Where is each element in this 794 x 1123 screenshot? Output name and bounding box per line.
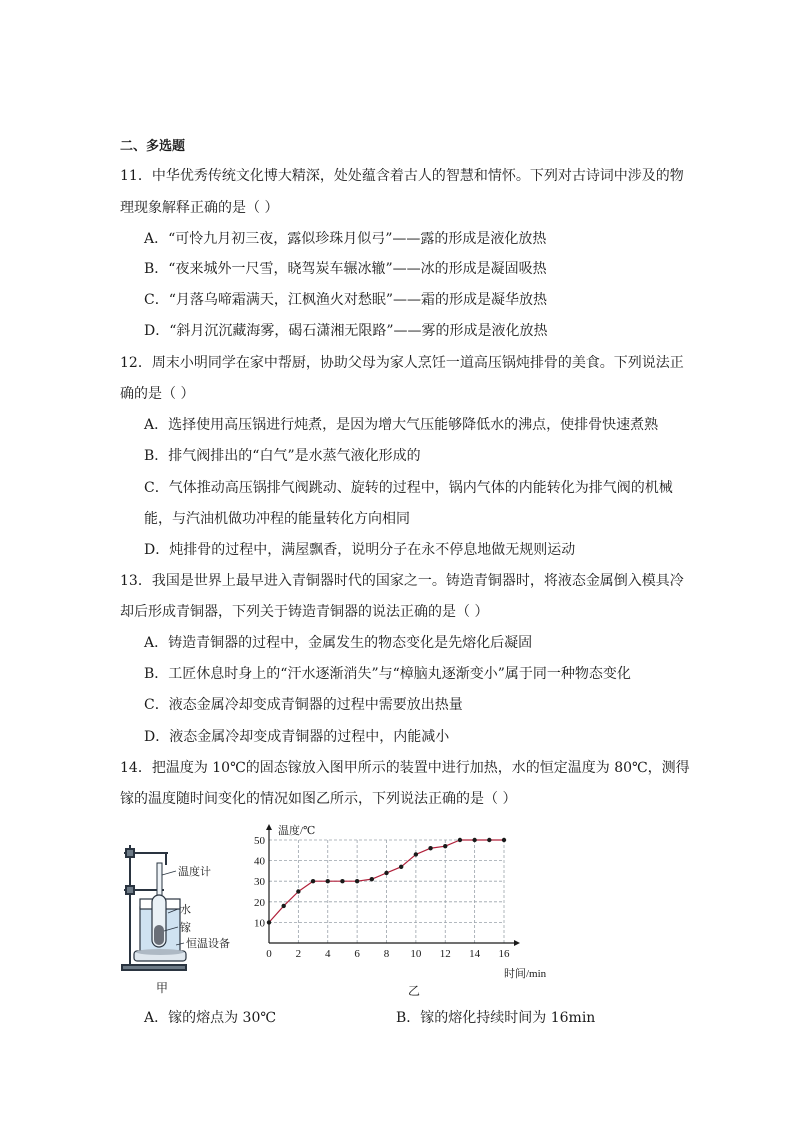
data-point [326,879,330,883]
x-tick-label: 10 [410,948,422,960]
y-tick-label: 20 [254,896,265,909]
y-axis-label: 温度/℃ [278,825,316,837]
x-tick-label: 0 [266,948,272,960]
x-axis-arrow-icon [514,940,520,946]
question-12-option-a: A．选择使用高压锅进行炖煮，是因为增大气压能够降低水的沸点，使排骨快速煮熟 [144,417,659,433]
thermometer-label: 温度计 [178,865,211,878]
question-12-stem-line-1: 12．周末小明同学在家中帮厨，协助父母为家人烹饪一道高压锅炖排骨的美食。下列说法正 [120,355,684,371]
x-tick-label: 4 [325,948,331,960]
question-12-option-b: B．排气阀排出的“白气”是水蒸气液化形成的 [144,448,421,464]
data-point [355,879,359,883]
question-11-option-a: A．“可怜九月初三夜，露似珍珠月似弓”——露的形成是液化放热 [144,231,547,247]
data-point [296,889,300,893]
data-point [399,865,403,869]
data-point [281,904,285,908]
question-14-stem-line-2: 镓的温度随时间变化的情况如图乙所示，下列说法正确的是（ ） [120,791,517,807]
y-tick-label: 50 [254,835,265,847]
x-tick-label: 14 [469,948,481,960]
question-12-option-c: C．气体推动高压锅排气阀跳动、旋转的过程中，锅内气体的内能转化为排气阀的机械 [144,480,673,496]
data-point [472,838,476,842]
question-11-option-c: C．“月落乌啼霜满天，江枫渔火对愁眠”——霜的形成是凝华放热 [144,292,548,308]
heater-icon [134,949,186,961]
question-11-stem-line-2: 理现象解释正确的是（ ） [120,200,279,216]
x-tick-label: 6 [354,948,360,960]
data-point [502,838,506,842]
question-12-stem-line-2: 确的是（ ） [120,386,195,402]
question-13-option-c: C．液态金属冷却变成青铜器的过程中需要放出热量 [144,697,463,713]
data-point [428,846,432,850]
data-point [414,852,418,856]
x-tick-label: 2 [295,948,302,960]
question-12-option-d: D．炖排骨的过程中，满屋飘香，说明分子在永不停息地做无规则运动 [144,542,576,558]
y-axis-arrow-icon [266,824,272,830]
chart-grid [269,840,504,943]
gallium-label: 镓 [180,921,191,934]
data-point [311,879,315,883]
water-label: 水 [180,903,191,916]
question-11-stem-line-1: 11．中华优秀传统文化博大精深，处处蕴含着古人的智慧和情怀。下列对古诗词中涉及的物 [120,168,684,184]
x-tick-label: 16 [498,948,510,960]
question-12-option-c-cont: 能，与汽油机做功冲程的能量转化方向相同 [144,511,410,527]
question-11-option-d: D．“斜月沉沉藏海雾，碣石潇湘无限路”——雾的形成是液化放热 [144,323,548,339]
question-14-option-a: A．镓的熔点为 30℃ [144,1010,277,1026]
data-point [487,838,491,842]
question-11-option-b: B．“夜来城外一尺雪，晓驾炭车辗冰辙”——冰的形成是凝固吸热 [144,261,547,277]
x-tick-label: 8 [383,948,390,960]
data-point [267,920,271,924]
temperature-time-chart [248,822,548,1000]
data-point [384,871,388,875]
data-point [458,838,462,842]
chart-axes [266,824,520,946]
question-13-stem-line-1: 13．我国是世界上最早进入青铜器时代的国家之一。铸造青铜器时，将液态金属倒入模具冷 [120,573,684,589]
figure-jia-caption: 甲 [156,981,169,995]
heater-label: 恒温设备 [186,937,230,950]
section-title: 二、多选题 [120,139,186,154]
question-13-option-a: A．铸造青铜器的过程中，金属发生的物态变化是先熔化后凝固 [144,635,533,651]
y-tick-label: 10 [254,917,265,930]
y-tick-label: 30 [254,876,265,889]
question-13-stem-line-2: 却后形成青铜器，下列关于铸造青铜器的说法正确的是（ ） [120,604,489,620]
data-point [340,879,344,883]
apparatus-figure [118,835,248,995]
question-13-option-d: D．液态金属冷却变成青铜器的过程中，内能减小 [144,729,450,745]
x-axis-label: 时间/min [504,968,547,980]
x-tick-label: 12 [439,948,451,960]
question-14-stem-line-1: 14．把温度为 10℃的固态镓放入图甲所示的装置中进行加热，水的恒定温度为 80℃，测得 [120,760,690,776]
question-13-option-b: B．工匠休息时身上的“汗水逐渐消失”与“樟脑丸逐渐变小”属于同一种物态变化 [144,666,631,682]
y-tick-label: 40 [254,855,265,868]
figure-yi-caption: 乙 [408,984,421,998]
question-14-option-b: B．镓的熔化持续时间为 16min [396,1010,596,1026]
data-point [370,877,374,881]
data-point [443,844,447,848]
test-tube-icon [152,895,166,947]
